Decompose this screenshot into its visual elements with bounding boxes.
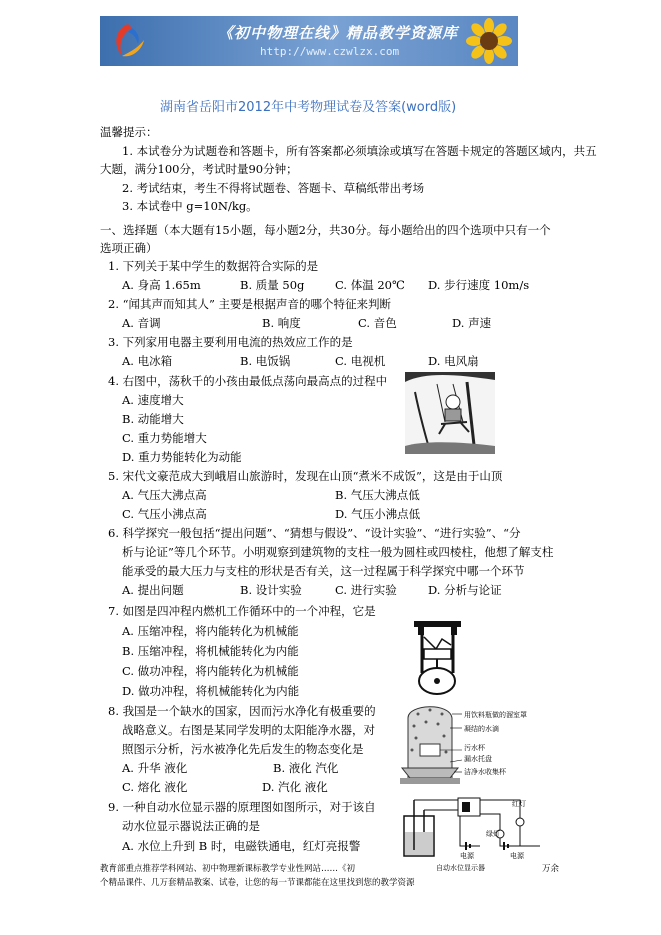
q2-option-c: C. 音色	[358, 316, 397, 330]
q4-option-d: D. 重力势能转化为动能	[122, 450, 242, 464]
q4-option-a: A. 速度增大	[122, 393, 184, 407]
q4-stem: 4. 右图中，荡秋千的小孩由最低点荡向最高点的过程中	[108, 374, 388, 388]
banner-url[interactable]: http://www.czwlzx.com	[260, 45, 400, 58]
footer-line-1-end: 万余	[542, 864, 560, 874]
q2-option-a: A. 音调	[122, 316, 161, 330]
notice-heading: 温馨提示：	[100, 125, 158, 139]
q3-option-b: B. 电饭锅	[240, 354, 291, 368]
q3-option-a: A. 电冰箱	[122, 354, 173, 368]
q6-stem-2: 析与论证”等几个环节。小明观察到建筑物的支柱一般为圆柱或四棱柱，他想了解支柱	[122, 545, 554, 559]
green-lamp-label: 绿灯	[486, 830, 500, 838]
notice-item-1b: 大题，满分100分，考试时量90分钟；	[100, 162, 298, 176]
power-label-1: 电源	[460, 852, 474, 860]
q7-option-c: C. 做功冲程，将内能转化为机械能	[122, 664, 299, 678]
q5-option-a: A. 气压大沸点高	[122, 488, 207, 502]
q1-option-c: C. 体温 20℃	[335, 278, 405, 292]
q7-stem: 7. 如图是四冲程内燃机工作循环中的一个冲程，它是	[108, 604, 376, 618]
banner-title: 《初中物理在线》精品教学资源库	[218, 24, 459, 42]
still-label-1: 用饮料瓶做的溜室罩	[464, 711, 527, 719]
still-label-5: 洁净水收集杯	[464, 768, 506, 776]
q7-option-b: B. 压缩冲程，将机械能转化为内能	[122, 644, 299, 658]
document-title: 湖南省岳阳市2012年中考物理试卷及答案(word版)	[160, 100, 457, 115]
q8-stem-2: 战略意义。右图是某同学发明的太阳能净水器，对	[122, 723, 375, 737]
engine-stroke-diagram	[410, 615, 465, 697]
q6-stem-1: 6. 科学探究一般包括“提出问题”、“猜想与假设”、“设计实验”、“进行实验”、“分	[108, 526, 521, 540]
footer-line-1: 教育部重点推荐学科网站、初中物理新课标教学专业性网站……《初	[100, 864, 356, 874]
q7-option-a: A. 压缩冲程，将内能转化为机械能	[122, 624, 299, 638]
q5-option-b: B. 气压大沸点低	[335, 488, 420, 502]
display-label: 自动水位显示器	[436, 864, 485, 872]
q1-option-b: B. 质量 50g	[240, 278, 305, 292]
q6-option-c: C. 进行实验	[335, 583, 397, 597]
sunflower-icon	[466, 18, 512, 64]
q8-option-d: D. 汽化 液化	[262, 780, 328, 794]
q3-stem: 3. 下列家用电器主要利用电流的热效应工作的是	[108, 335, 353, 349]
q1-option-a: A. 身高 1.65m	[122, 278, 201, 292]
q4-option-b: B. 动能增大	[122, 412, 184, 426]
q7-option-d: D. 做功冲程，将机械能转化为内能	[122, 684, 300, 698]
q3-option-d: D. 电风扇	[428, 354, 479, 368]
section-heading-b: 选项正确）	[100, 241, 158, 255]
q8-stem-3: 照图示分析，污水被净化先后发生的物态变化是	[122, 742, 364, 756]
q9-stem-2: 动水位显示器说法正确的是	[122, 819, 260, 833]
notice-item-1a: 1. 本试卷分为试题卷和答题卡，所有答案都必须填涂或填写在答题卡规定的答题区域内，共五	[122, 144, 597, 158]
q3-option-c: C. 电视机	[335, 354, 386, 368]
q8-stem-1: 8. 我国是一个缺水的国家，因而污水净化有极重要的	[108, 704, 376, 718]
q8-option-c: C. 熔化 液化	[122, 780, 188, 794]
q1-option-d: D. 步行速度 10m/s	[428, 278, 530, 292]
footer-line-2: 个精品课件、几万套精品教案、试卷，让您的每一节课都能在这里找到您的教学资源	[100, 878, 415, 888]
solar-still-diagram	[400, 700, 565, 790]
q2-stem: 2. “闻其声而知其人” 主要是根据声音的哪个特征来判断	[108, 297, 392, 311]
q6-stem-3: 能承受的最大压力与支柱的形状是否有关，这一过程属于科学探究中哪一个环节	[122, 564, 525, 578]
section-heading-a: 一、选择题（本大题有15小题，每小题2分，共30分。每小题给出的四个选项中只有一个	[100, 223, 551, 237]
water-level-circuit-diagram	[400, 790, 545, 872]
q6-option-d: D. 分析与论证	[428, 583, 502, 597]
notice-item-3: 3. 本试卷中 g=10N/kg。	[122, 199, 258, 213]
q9-stem-1: 9. 一种自动水位显示器的原理图如图所示，对于该自	[108, 800, 376, 814]
q5-option-d: D. 气压小沸点低	[335, 507, 421, 521]
still-label-2: 凝结的水滴	[464, 725, 499, 733]
q5-stem: 5. 宋代文豪范成大到峨眉山旅游时，发现在山顶“煮米不成饭”，这是由于山顶	[108, 469, 503, 483]
q6-option-b: B. 设计实验	[240, 583, 302, 597]
q4-option-c: C. 重力势能增大	[122, 431, 207, 445]
q9-option-a: A. 水位上升到 B 时，电磁铁通电，红灯亮报警	[122, 839, 361, 853]
swing-illustration	[405, 372, 495, 454]
site-banner	[100, 16, 518, 66]
power-label-2: 电源	[510, 852, 524, 860]
still-label-3: 污水杯	[464, 744, 485, 752]
q6-option-a: A. 提出问题	[122, 583, 184, 597]
q1-stem: 1. 下列关于某中学生的数据符合实际的是	[108, 259, 319, 273]
red-lamp-label: 红灯	[512, 800, 526, 808]
q8-option-b: B. 液化 汽化	[273, 761, 339, 775]
q8-option-a: A. 升华 液化	[122, 761, 188, 775]
q2-option-d: D. 声速	[452, 316, 492, 330]
notice-item-2: 2. 考试结束，考生不得将试题卷、答题卡、草稿纸带出考场	[122, 181, 425, 195]
q5-option-c: C. 气压小沸点高	[122, 507, 207, 521]
site-logo-icon	[108, 22, 148, 60]
q2-option-b: B. 响度	[262, 316, 301, 330]
still-label-4: 漏水托盘	[464, 755, 492, 763]
